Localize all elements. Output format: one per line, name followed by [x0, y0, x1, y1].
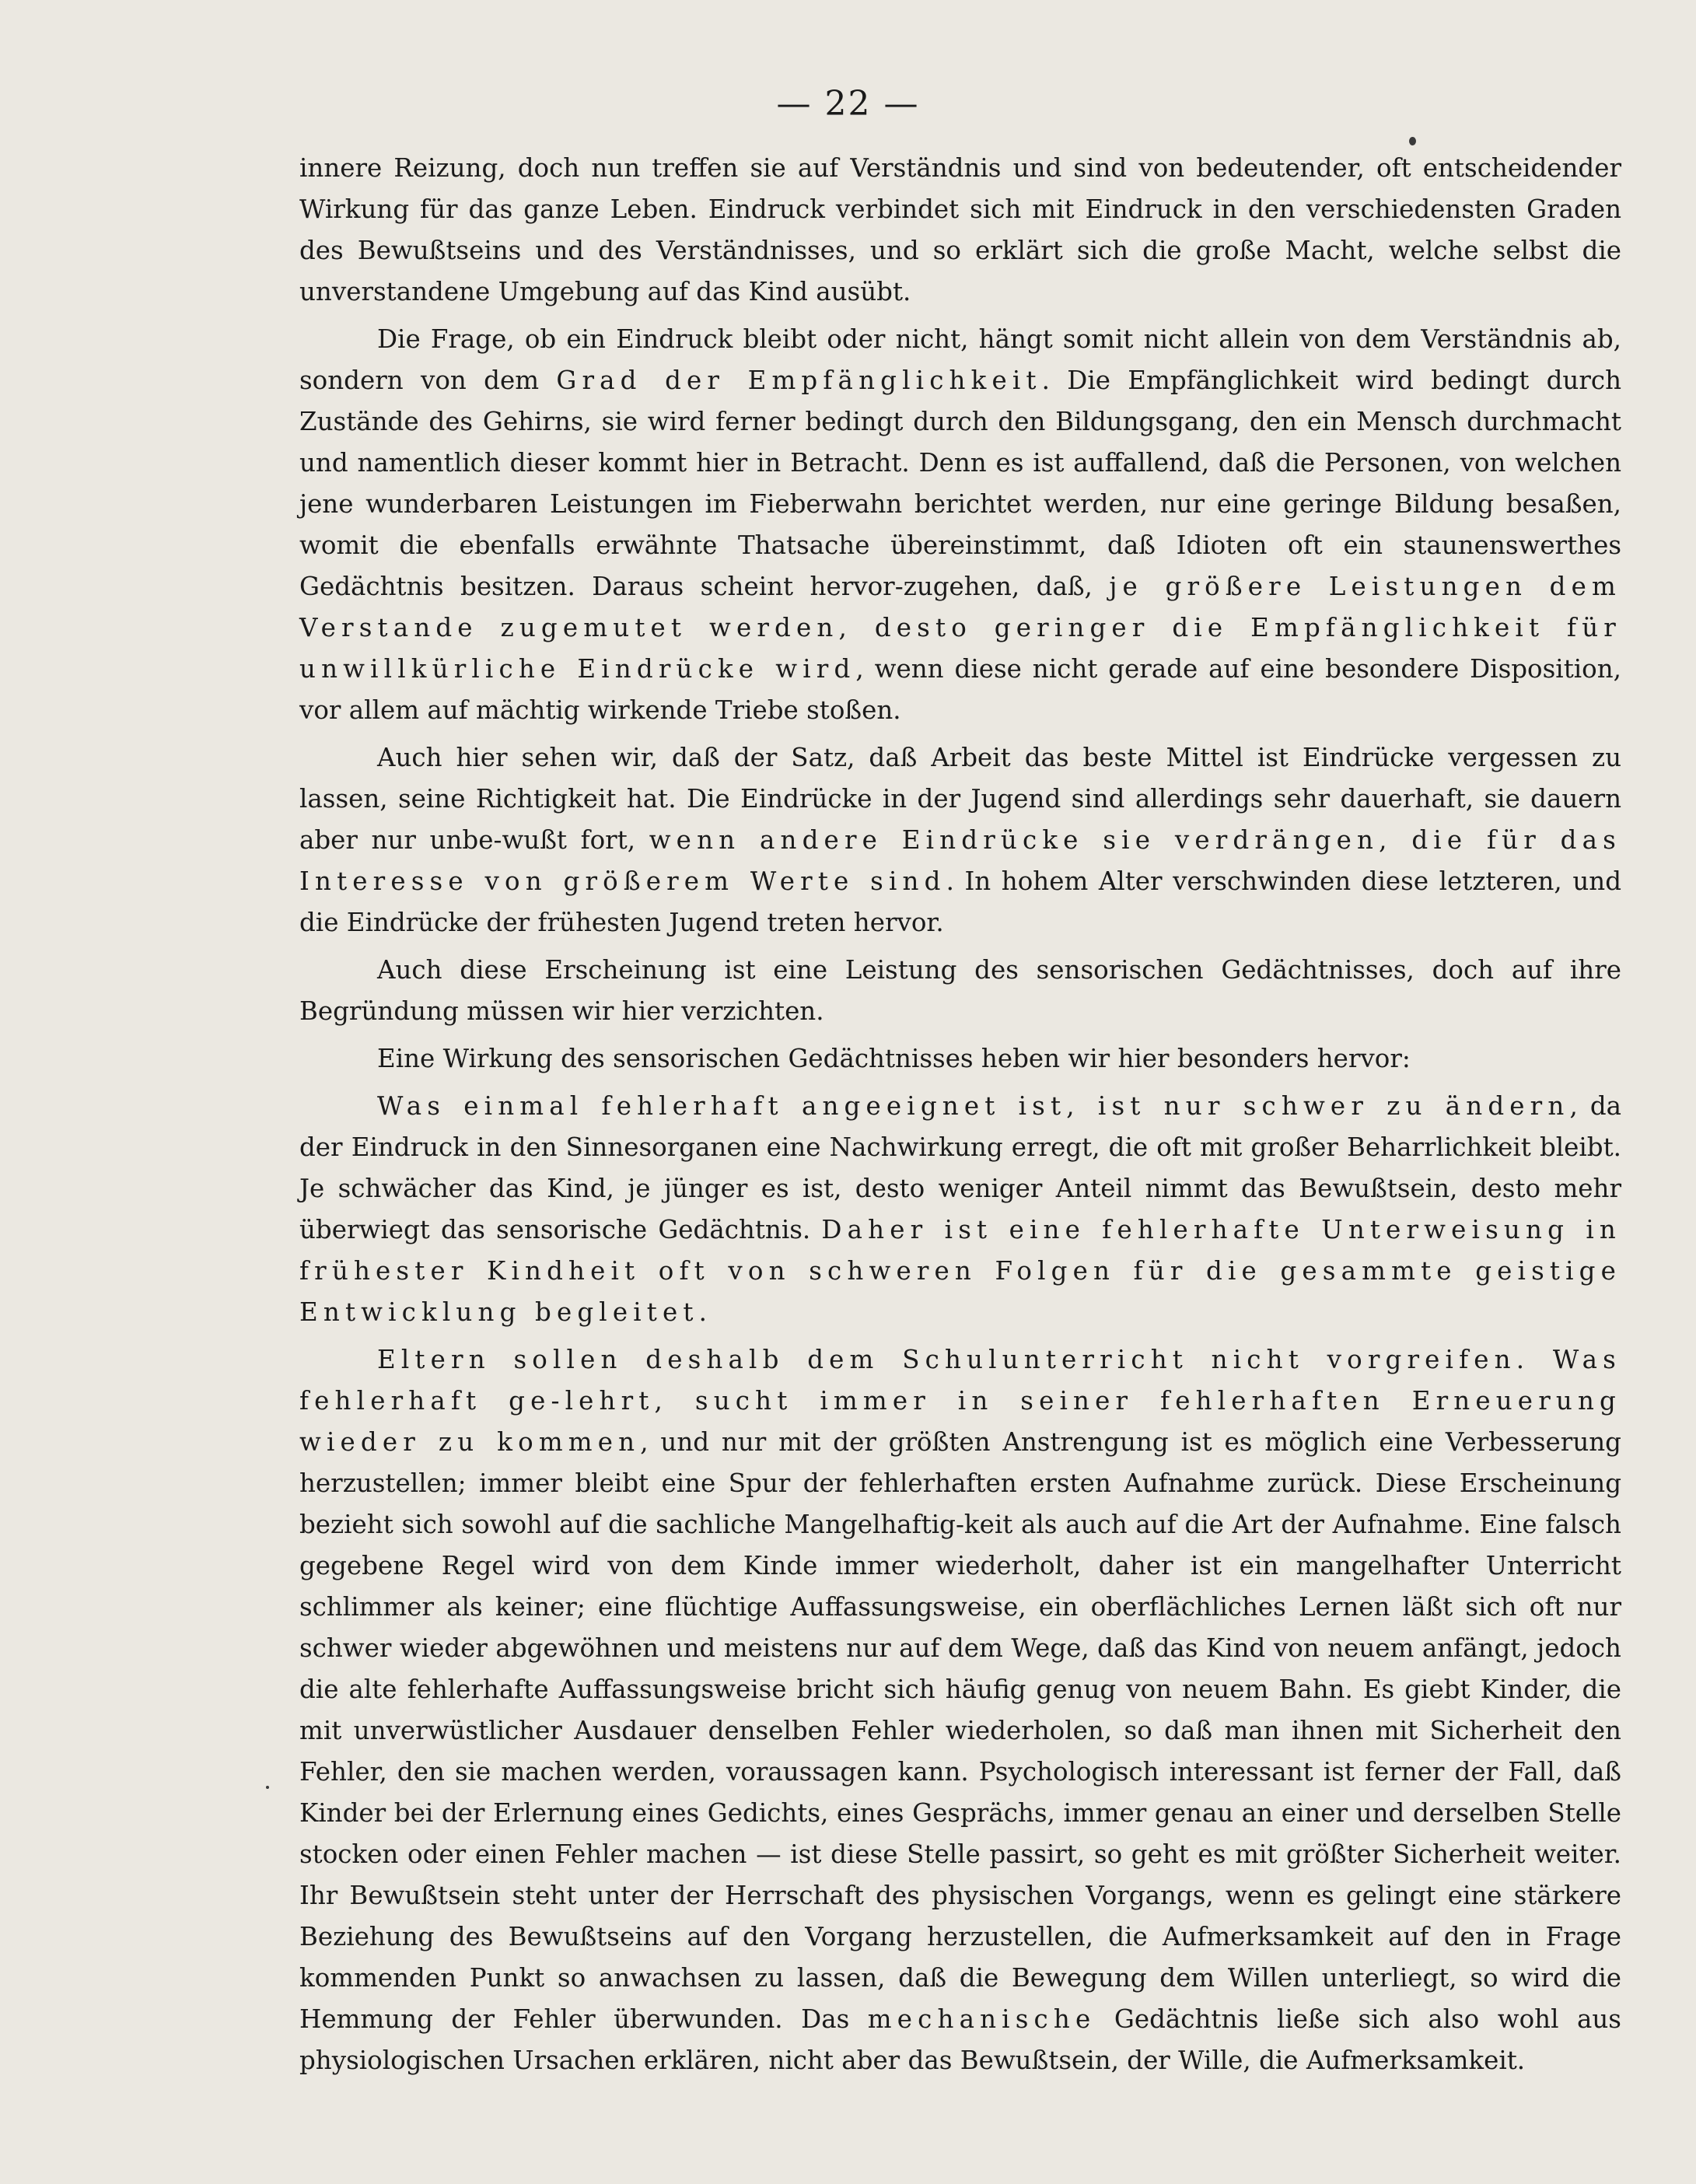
text-run: . Die Empfänglichkeit wird bedingt durch Zustände des Gehirns, sie wird ferner bedingt durch den Bildungsgang, den ein Mensch durchmacht und namentlich dieser kommt hier in Betracht. Denn es ist auffallend, daß die Personen, von welchen jene wunderbaren Leistungen im Fieberwahn berichtet werden, nur eine geringe Bildung besaßen, womit die ebenfalls erwähnte Thatsache übereinstimmt, daß Idioten oft ein staunenswerthes Gedächtnis besitzen. Daraus scheint hervor-zugehen, daß, [299, 366, 1621, 601]
emphasized-text: Daher ist eine fehlerhafte Unterweisung in frühester Kindheit oft von schweren Folgen für die gesammte geistige Entwicklung begleitet. [299, 1215, 1621, 1327]
text-run: . In hohem Alter verschwinden diese letzteren, und die Eindrücke der frühesten Jugend treten hervor. [299, 866, 1621, 937]
paragraph-2 [299, 319, 1621, 731]
text-run: , wenn diese nicht gerade auf eine besondere Disposition, vor allem auf mächtig wirkende Triebe stoßen. [299, 654, 1621, 725]
body-text [299, 148, 1621, 2088]
emphasized-text: je größere Leistungen dem Verstande zugemutet werden, desto geringer die Empfänglichkeit für unwillkürliche Eindrücke wird [299, 572, 1621, 684]
emphasized-text: Grad der Empfänglichkeit [556, 366, 1042, 395]
text-run: Gedächtnis ließe sich also wohl aus physiologischen Ursachen erklären, nicht aber das Bewußtsein, der Wille, die Aufmerksamkeit. [299, 2004, 1621, 2075]
text-run: , da der Eindruck in den Sinnesorganen eine Nachwirkung erregt, die oft mit großer Beharrlichkeit bleibt. Je schwächer das Kind, je jünger es ist, desto weniger Anteil nimmt das Bewußtsein, desto mehr überwiegt das sensorische Gedächtnis. [299, 1091, 1622, 1244]
page-number: — 22 — [776, 84, 920, 124]
paragraph-6 [299, 1086, 1621, 1333]
text-run: Auch diese Erscheinung ist eine Leistung des sensorischen Gedächtnisses, doch auf ihre Begründung müssen wir hier verzichten. [299, 955, 1621, 1026]
text-run: Auch hier sehen wir, daß der Satz, daß Arbeit das beste Mittel ist Eindrücke vergessen zu lassen, seine Richtigkeit hat. Die Eindrücke in der Jugend sind allerdings sehr dauerhaft, sie dauern aber nur unbe-wußt fort, [299, 743, 1621, 855]
text-run: innere Reizung, doch nun treffen sie auf Verständnis und sind von bedeutender, oft entscheidender Wirkung für das ganze Leben. Eindruck verbindet sich mit Eindruck in den verschiedensten Graden des Bewußtseins und des Verständnisses, und so erklärt sich die große Macht, welche selbst die unverstandene Umgebung auf das Kind ausübt. [299, 153, 1621, 306]
ink-speck [266, 1786, 269, 1789]
paragraph-4 [299, 950, 1621, 1032]
emphasized-text: Eltern sollen deshalb dem Schulunterricht nicht vorgreifen. Was fehlerhaft ge-lehrt, sucht immer in seiner fehlerhaften Erneuerung wieder zu kommen [299, 1345, 1621, 1457]
emphasized-text: mechanische [867, 2004, 1096, 2034]
paragraph-5 [299, 1038, 1621, 1080]
emphasized-text: Was einmal fehlerhaft angeeignet ist, ist nur schwer zu ändern [377, 1091, 1570, 1121]
paragraph-3 [299, 737, 1621, 943]
ink-speck [1409, 137, 1416, 145]
paragraph-7 [299, 1339, 1621, 2081]
text-run: Die Frage, ob ein Eindruck bleibt oder nicht, hängt somit nicht allein von dem Verständnis ab, sondern von dem [299, 324, 1621, 395]
emphasized-text: wenn andere Eindrücke sie verdrängen, die für das Interesse von größerem Werte sind [299, 825, 1621, 896]
text-run: Eine Wirkung des sensorischen Gedächtnisses heben wir hier besonders hervor: [377, 1044, 1411, 1073]
text-run: , und nur mit der größten Anstrengung ist es möglich eine Verbesserung herzustellen; immer bleibt eine Spur der fehlerhaften ersten Aufnahme zurück. Diese Erscheinung bezieht sich sowohl auf die sachliche Mangelhaftig-keit als auch auf die Art der Aufnahme. Eine falsch gegebene Regel wird von dem Kinde immer wiederholt, daher ist ein mangelhafter Unterricht schlimmer als keiner; eine flüchtige Auffassungsweise, ein oberflächliches Lernen läßt sich oft nur schwer wieder abgewöhnen und meistens nur auf dem Wege, daß das Kind von neuem anfängt, jedoch die alte fehlerhafte Auffassungsweise bricht sich häufig genug von neuem Bahn. Es giebt Kinder, die mit unverwüstlicher Ausdauer denselben Fehler wiederholen, so daß man ihnen mit Sicherheit den Fehler, den sie machen werden, voraussagen kann. Psychologisch interessant ist ferner der Fall, daß Kinder bei der Erlernung eines Gedichts, eines Gesprächs, immer genau an einer und derselben Stelle stocken oder einen Fehler machen — ist diese Stelle passirt, so geht es mit größter Sicherheit weiter. Ihr Bewußtsein steht unter der Herrschaft des physischen Vorgangs, wenn es gelingt eine stärkere Beziehung des Bewußtseins auf den Vorgang herzustellen, die Aufmerksamkeit auf den in Frage kommenden Punkt so anwachsen zu lassen, daß die Bewegung dem Willen unterliegt, so wird die Hemmung der Fehler überwunden. Das [299, 1427, 1621, 2034]
paragraph-1 [299, 148, 1621, 313]
